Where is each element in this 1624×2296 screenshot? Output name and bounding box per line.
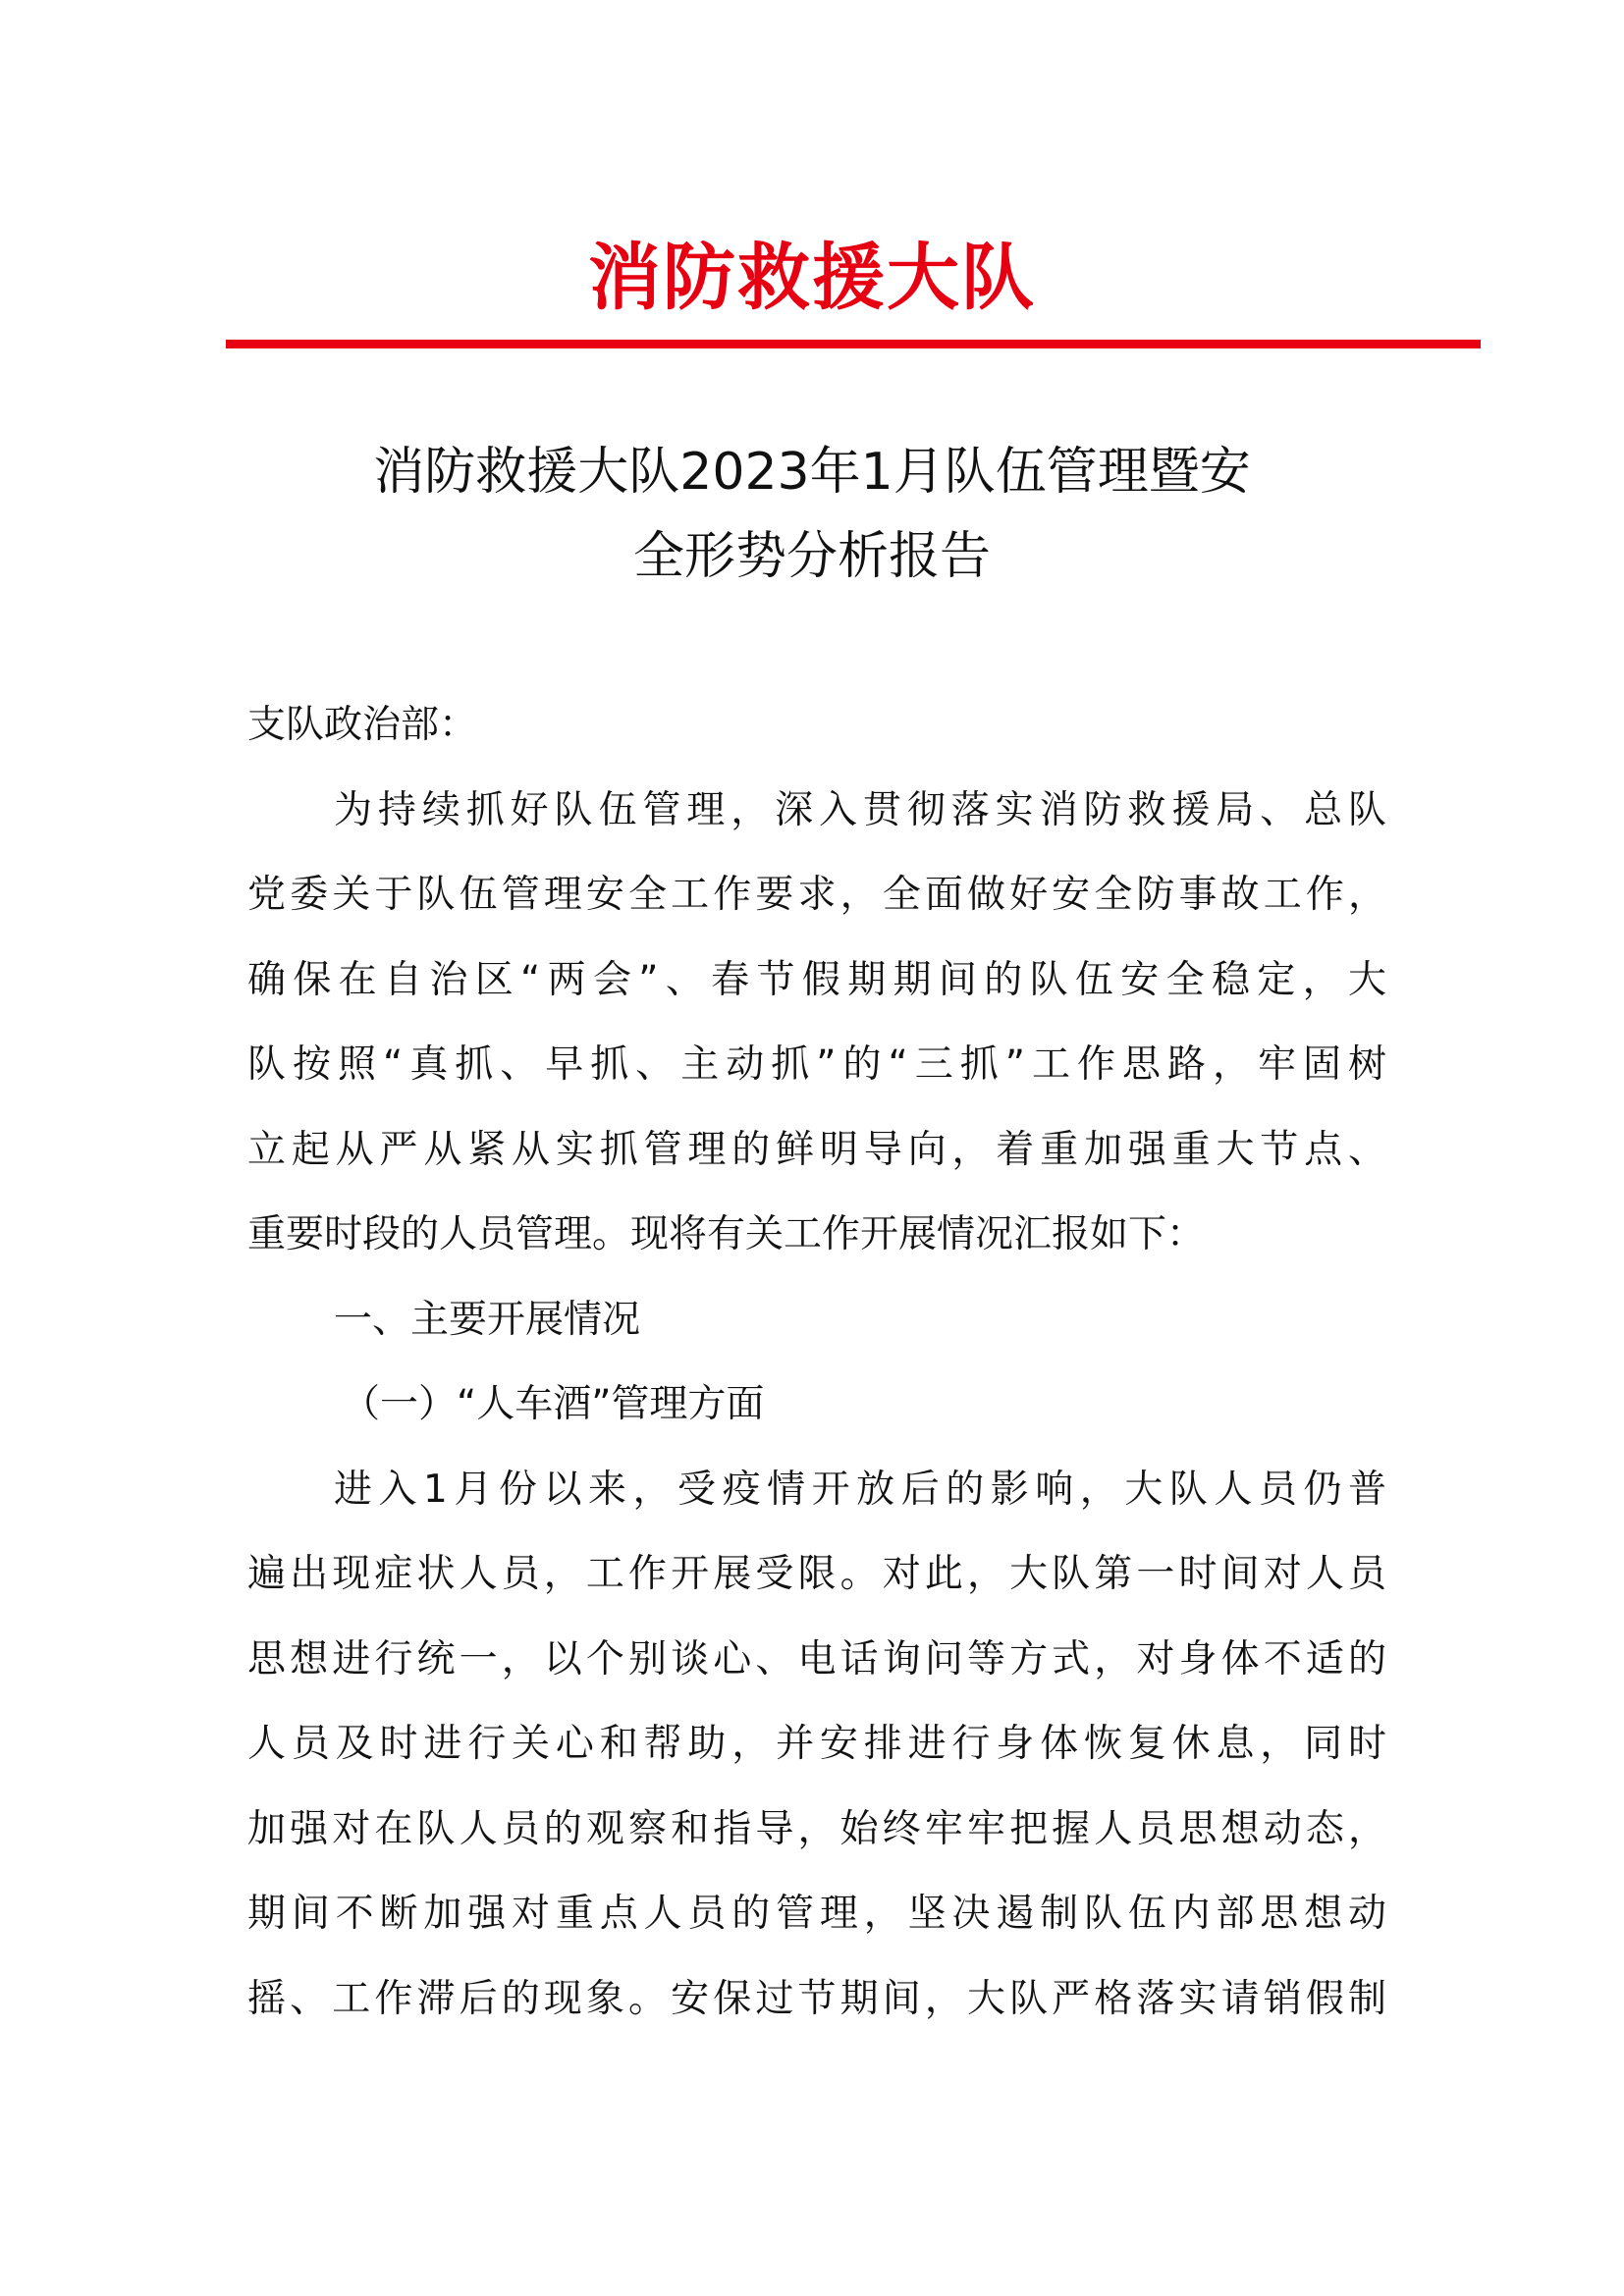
intro-line: 为持续抓好队伍管理，深入贯彻落实消防救援局、总队 (334, 787, 1386, 832)
intro-line: 重要时段的人员管理。现将有关工作开展情况汇报如下： (247, 1212, 1206, 1256)
paragraph-line: 人员及时进行关心和帮助，并安排进行身体恢复休息，同时 (247, 1722, 1386, 1766)
section-heading: 一、主要开展情况 (334, 1297, 641, 1342)
title-line-2: 全形势分析报告 (632, 527, 991, 586)
paragraph-line: 思想进行统一，以个别谈心、电话询问等方式，对身体不适的 (247, 1636, 1386, 1682)
salutation: 支队政治部： (247, 703, 478, 747)
intro-line: 立起从严从紧从实抓管理的鲜明导向，着重加强重大节点、 (247, 1127, 1386, 1172)
intro-line: 队按照“真抓、早抓、主动抓”的“三抓”工作思路，牢固树 (247, 1042, 1386, 1087)
title-line-1: 消防救援大队2023年1月队伍管理暨安 (373, 443, 1251, 502)
intro-line: 党委关于队伍管理安全工作要求，全面做好安全防事故工作， (247, 873, 1386, 917)
masthead: 消防救援大队 (588, 236, 1036, 320)
paragraph-line: 摇、工作滞后的现象。安保过节期间，大队严格落实请销假制 (247, 1976, 1386, 2021)
paragraph-line: 加强对在队人员的观察和指导，始终牢牢把握人员思想动态， (247, 1806, 1386, 1851)
document-body (247, 683, 1386, 2042)
paragraph-line: 遍出现症状人员，工作开展受限。对此，大队第一时间对人员 (247, 1552, 1386, 1596)
subsection-heading: （一）“人车酒”管理方面 (342, 1382, 765, 1426)
paragraph-line: 期间不断加强对重点人员的管理，坚决遏制队伍内部思想动 (247, 1892, 1386, 1936)
document-title (177, 430, 1447, 599)
red-divider (226, 340, 1481, 348)
intro-line: 确保在自治区“两会”、春节假期期间的队伍安全稳定，大 (247, 957, 1386, 1002)
paragraph-line: 进入1月份以来，受疫情开放后的影响，大队人员仍普 (334, 1467, 1386, 1512)
